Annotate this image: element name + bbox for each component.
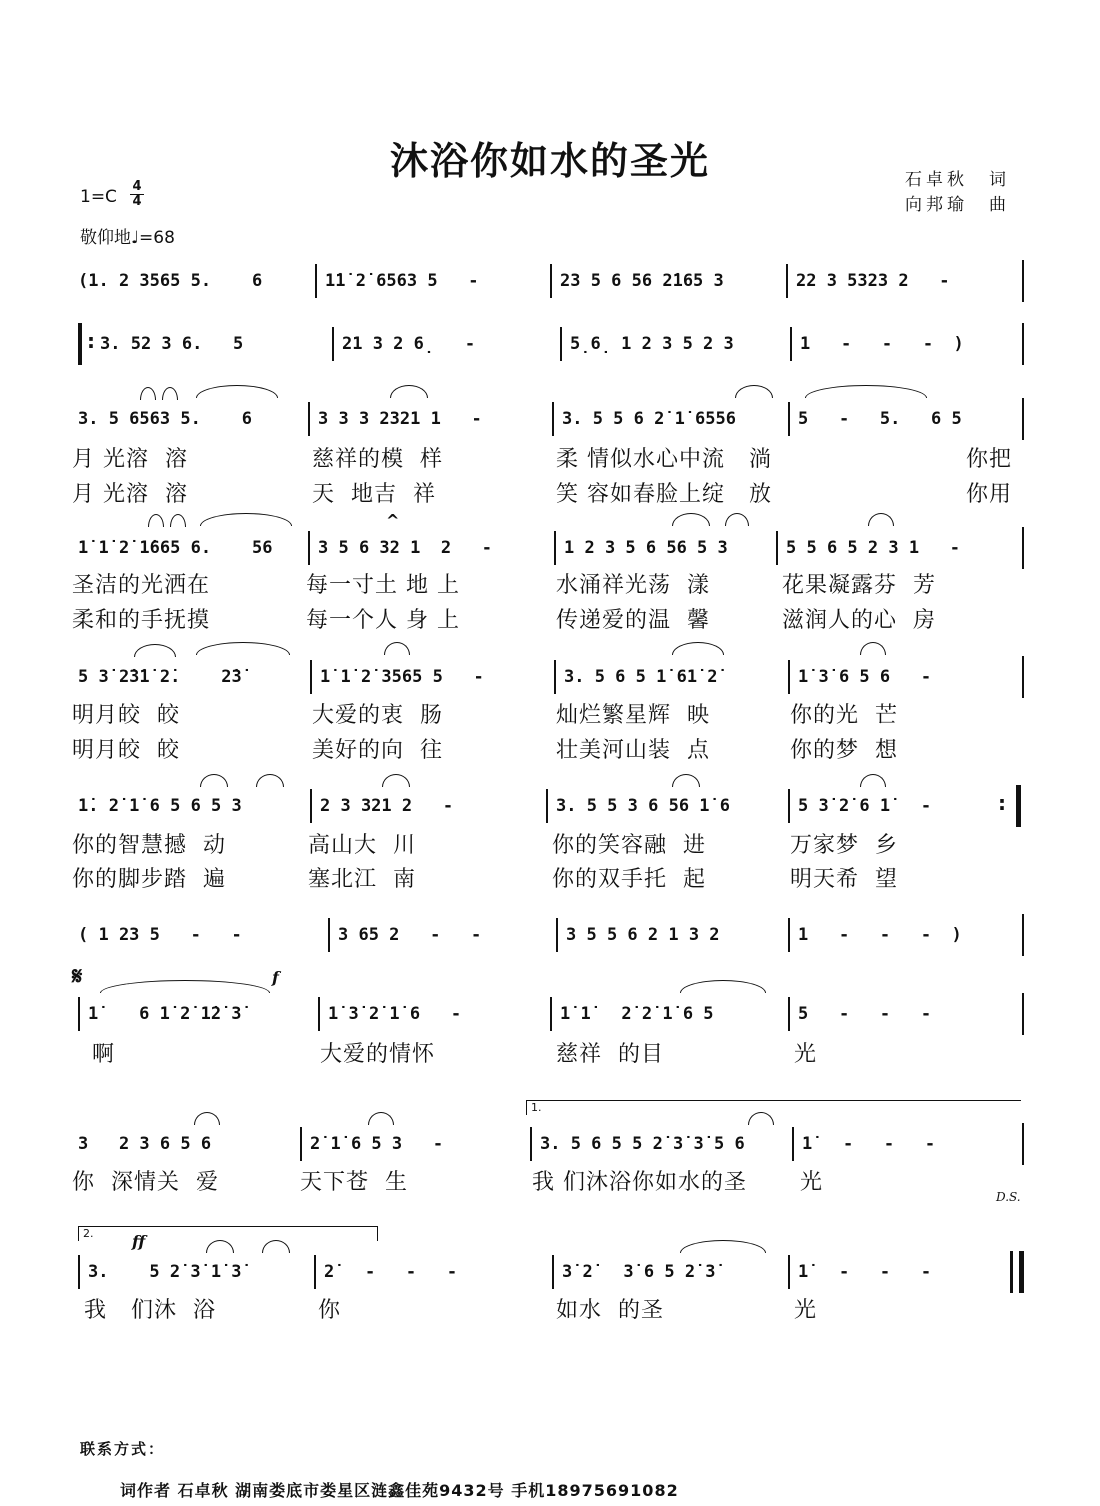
key-signature: 1=C bbox=[80, 187, 117, 207]
volta-2-label: 2. bbox=[83, 1227, 94, 1240]
barline bbox=[1022, 914, 1024, 956]
slur bbox=[256, 774, 284, 787]
lyric-verse2-bar2: 塞北江 南 bbox=[308, 867, 416, 892]
slur bbox=[390, 385, 428, 398]
slur bbox=[860, 774, 886, 787]
bar: 5 - 5. 6 5 bbox=[788, 402, 1022, 436]
barline bbox=[1022, 398, 1024, 440]
bar: 1̇ - - - bbox=[788, 1255, 1014, 1289]
lyric-ending-bar3: 如水 的圣 bbox=[556, 1298, 664, 1323]
slur bbox=[672, 642, 724, 655]
bar: 1̇ - - - bbox=[792, 1127, 1022, 1161]
slur bbox=[134, 644, 176, 657]
bar: 3 5 5 6 2 1 3 2 bbox=[556, 918, 788, 952]
bar: 1̇1̇ 2̇ 6563 5 - bbox=[315, 264, 550, 298]
bar: 5̣6̣ 1 2 3 5 2 3 bbox=[560, 327, 790, 361]
music-line-3 bbox=[70, 402, 1030, 436]
lyric-verse1-bar3: 柔 情似水心中流 淌 bbox=[556, 447, 772, 472]
lyric-verse2-bar3: 壮美河山装 点 bbox=[556, 738, 710, 763]
lyric-ending-bar1: 我 们沐 浴 bbox=[84, 1298, 216, 1323]
volta-1-label: 1. bbox=[531, 1101, 542, 1114]
repeat-end-sign bbox=[1008, 785, 1021, 827]
bar: 1 2 3 5 6 56 5 3 bbox=[554, 531, 776, 565]
bar: 21 3 2 6̣ - bbox=[332, 327, 560, 361]
dynamic-forte: f bbox=[272, 968, 279, 987]
lyric-verse1-bar2: 大爱的衷 肠 bbox=[312, 703, 443, 728]
bar: 3. 5 5 6 2̇ 1̇ 6556 bbox=[552, 402, 788, 436]
lyric-verse2-bar1: 月 光溶 溶 bbox=[72, 482, 188, 507]
bar: 1̇ 1̇ 2̇ 2̇ 1̇ 6 5 bbox=[550, 997, 788, 1031]
slur bbox=[170, 514, 186, 527]
segno-sign: 𝄋 bbox=[72, 962, 83, 990]
slur bbox=[672, 774, 700, 787]
slur bbox=[162, 387, 178, 400]
bar: 22 3 5323 2 - bbox=[786, 264, 1022, 298]
barline bbox=[1022, 656, 1024, 698]
time-signature-bottom: 4 bbox=[130, 194, 144, 209]
bar: 3 5 6 32 1 2 - bbox=[308, 531, 554, 565]
dynamic-fortissimo: ff bbox=[132, 1232, 146, 1251]
slur bbox=[868, 513, 894, 526]
music-line-9 bbox=[70, 1127, 1030, 1161]
slur bbox=[206, 1240, 234, 1253]
bar: 3. 5 6563 5. 6 bbox=[78, 409, 252, 429]
bar: 1̇ 3̇ 6 5 6 - bbox=[788, 660, 1022, 694]
bar: 3. 52 3 6. 5 bbox=[100, 334, 244, 354]
lyric-verse2-bar2: 每一个人 身 上 bbox=[306, 608, 460, 633]
lyric-verse1-bar1: 明月皎 皎 bbox=[72, 703, 180, 728]
lyric-chorus-bar1: 啊 bbox=[92, 1042, 116, 1067]
bar: (1. 2 3565 5. 6 bbox=[78, 271, 263, 291]
bar: 3 2 3 6 5 6 bbox=[78, 1134, 212, 1154]
slur bbox=[735, 385, 773, 398]
bar: 5 5 6 5 2 3 1 - bbox=[776, 531, 1022, 565]
bar: 5 - - - bbox=[788, 997, 1022, 1031]
slur bbox=[196, 642, 290, 655]
lyric-verse2-bar4: 你的梦 想 bbox=[790, 738, 898, 763]
second-ending-bracket bbox=[78, 1226, 378, 1241]
lyric-ending-bar4: 光 bbox=[794, 1298, 818, 1323]
lyric-verse2-bar1: 你的脚步踏 遍 bbox=[72, 867, 226, 892]
accent-mark: ^ bbox=[386, 511, 400, 530]
lyric-verse1-bar4: 万家梦 乡 bbox=[790, 833, 898, 858]
lyric-verse2-bar4: 滋润人的心 房 bbox=[782, 608, 936, 633]
bar: 1̇ 3̇ 2̇ 1̇ 6 - bbox=[318, 997, 550, 1031]
bar: 3. 5 6 5 1̇ 61̇ 2̇ bbox=[554, 660, 788, 694]
bar: 3. 5 6 5 5 2̇ 3̇ 3̇ 5 6 bbox=[530, 1127, 792, 1161]
lyric-chorus-bar4: 光 bbox=[800, 1170, 824, 1195]
dal-segno-mark: D.S. bbox=[996, 1190, 1021, 1204]
slur bbox=[100, 980, 270, 993]
barline bbox=[1022, 527, 1024, 569]
lyric-verse1-bar1: 圣洁的光洒在 bbox=[72, 573, 211, 598]
lyric-verse1-bar3: 灿烂繁星辉 映 bbox=[556, 703, 710, 728]
bar: 3̇ 2̇ 3̇ 6 5 2̇ 3̇ bbox=[552, 1255, 788, 1289]
bar: ( 1 23 5 - - bbox=[78, 925, 242, 945]
music-line-1 bbox=[70, 264, 1030, 298]
lyric-verse1-bar4: 花果凝露芬 芳 bbox=[782, 573, 936, 598]
lyric-verse1-bar4: 你的光 芒 bbox=[790, 703, 898, 728]
time-signature bbox=[130, 180, 144, 209]
bar: 1̇ 1̇ 2̇ 3565 5 - bbox=[310, 660, 554, 694]
lyric-chorus-bar1: 你 深情关 爱 bbox=[72, 1170, 219, 1195]
lyric-chorus-bar2: 天下苍 生 bbox=[300, 1170, 408, 1195]
music-line-10 bbox=[70, 1255, 1030, 1289]
bar: 5 3̇ 2̇ 6 1̇ - bbox=[788, 789, 1014, 823]
slur bbox=[200, 774, 228, 787]
lyric-chorus-bar3: 我 们沐浴你如水的圣 bbox=[532, 1170, 747, 1195]
slur bbox=[805, 385, 927, 398]
bar: 3 65 2 - - bbox=[328, 918, 556, 952]
slur bbox=[725, 513, 749, 526]
lyric-verse2-bar3: 传递爱的温 馨 bbox=[556, 608, 710, 633]
bar: 3. 5 5 3 6 56 1̇ 6 bbox=[546, 789, 788, 823]
bar: 3. 5 2̇ 3̇ 1̇ 3̇ bbox=[78, 1255, 314, 1289]
slur bbox=[196, 385, 278, 398]
barline bbox=[1022, 993, 1024, 1035]
first-ending-bracket bbox=[526, 1100, 1021, 1115]
bar: 1 - - - ) bbox=[788, 918, 1022, 952]
lyric-verse2-bar3: 你的双手托 起 bbox=[552, 867, 706, 892]
slur bbox=[262, 1240, 290, 1253]
bar: 2̇ 1̇ 6 5 3 - bbox=[300, 1127, 530, 1161]
lyric-verse2-bar2: 美好的向 往 bbox=[312, 738, 443, 763]
slur bbox=[860, 642, 886, 655]
bar: 1̇ 1̇ 2̇ 1̇665 6. 56 bbox=[78, 538, 273, 558]
lyric-verse1-bar2: 慈祥的模 样 bbox=[312, 447, 443, 472]
lyric-verse2-bar3: 笑 容如春脸上绽 放 bbox=[556, 482, 772, 507]
bar: 2 3 321 2 - bbox=[310, 789, 546, 823]
music-line-4 bbox=[70, 531, 1030, 565]
lyric-verse2-bar1: 明月皎 皎 bbox=[72, 738, 180, 763]
lyric-chorus-bar4: 光 bbox=[794, 1042, 818, 1067]
bar: 5 3̇ 2̇3̇1̇ 2̇. 2̇3̇ bbox=[78, 667, 242, 687]
slur bbox=[194, 1112, 220, 1125]
bar: 2̇ - - - bbox=[314, 1255, 552, 1289]
slur bbox=[140, 387, 156, 400]
lyric-verse2-pickup: 你用 bbox=[966, 482, 1013, 507]
music-line-7 bbox=[70, 918, 1030, 952]
lyric-verse1-pickup: 你把 bbox=[966, 447, 1013, 472]
music-line-2 bbox=[70, 327, 1030, 361]
lyric-verse1-bar1: 月 光溶 溶 bbox=[72, 447, 188, 472]
slur bbox=[368, 1112, 394, 1125]
music-line-5 bbox=[70, 660, 1030, 694]
lyric-chorus-bar2: 大爱的情怀 bbox=[320, 1042, 436, 1067]
contact-label: 联系方式： bbox=[80, 1440, 166, 1458]
lyric-ending-bar2: 你 bbox=[318, 1298, 342, 1323]
bar: 23 5 6 56 2̇165 3 bbox=[550, 264, 786, 298]
lyric-verse1-bar3: 水涌祥光荡 漾 bbox=[556, 573, 710, 598]
bar: 3 3 3 2321 1 - bbox=[308, 402, 552, 436]
repeat-start-sign bbox=[78, 323, 92, 365]
slur bbox=[148, 514, 164, 527]
composer-credit: 向邦瑜 曲 bbox=[905, 195, 1010, 215]
lyricist-credit: 石卓秋 词 bbox=[905, 170, 1010, 190]
lyric-verse1-bar1: 你的智慧撼 动 bbox=[72, 833, 226, 858]
slur bbox=[680, 1240, 766, 1253]
time-signature-top: 4 bbox=[132, 179, 142, 194]
slur bbox=[672, 513, 710, 526]
slur bbox=[384, 642, 410, 655]
tempo-marking: 敬仰地♩=68 bbox=[80, 228, 175, 248]
barline bbox=[1022, 260, 1024, 302]
barline bbox=[1022, 1123, 1024, 1165]
lyric-chorus-bar3: 慈祥 的目 bbox=[556, 1042, 664, 1067]
lyric-verse1-bar2: 高山大 川 bbox=[308, 833, 416, 858]
lyric-verse1-bar2: 每一寸土 地 上 bbox=[306, 573, 460, 598]
music-line-8 bbox=[70, 997, 1030, 1031]
slur bbox=[200, 513, 292, 526]
lyric-verse2-bar2: 天 地吉 祥 bbox=[312, 482, 436, 507]
bar: 1 - - - ) bbox=[790, 327, 1022, 361]
song-title: 沐浴你如水的圣光 bbox=[389, 139, 710, 183]
slur bbox=[680, 980, 766, 993]
bar: 1̇ 6 1̇ 2̇ 1̇2̇ 3̇ bbox=[78, 997, 318, 1031]
lyric-verse2-bar4: 明天希 望 bbox=[790, 867, 898, 892]
final-barline bbox=[1010, 1251, 1024, 1293]
slur bbox=[382, 774, 410, 787]
music-line-6 bbox=[70, 789, 1030, 823]
barline bbox=[1022, 323, 1024, 365]
author-contact-info: 词作者 石卓秋 湖南娄底市娄星区涟鑫佳苑9432号 手机18975691082 bbox=[120, 1481, 679, 1500]
lyric-verse2-bar1: 柔和的手抚摸 bbox=[72, 608, 211, 633]
lyric-verse1-bar3: 你的笑容融 进 bbox=[552, 833, 706, 858]
bar: 1̇. 2̇ 1̇ 6 5 6 5 3 bbox=[78, 796, 242, 816]
